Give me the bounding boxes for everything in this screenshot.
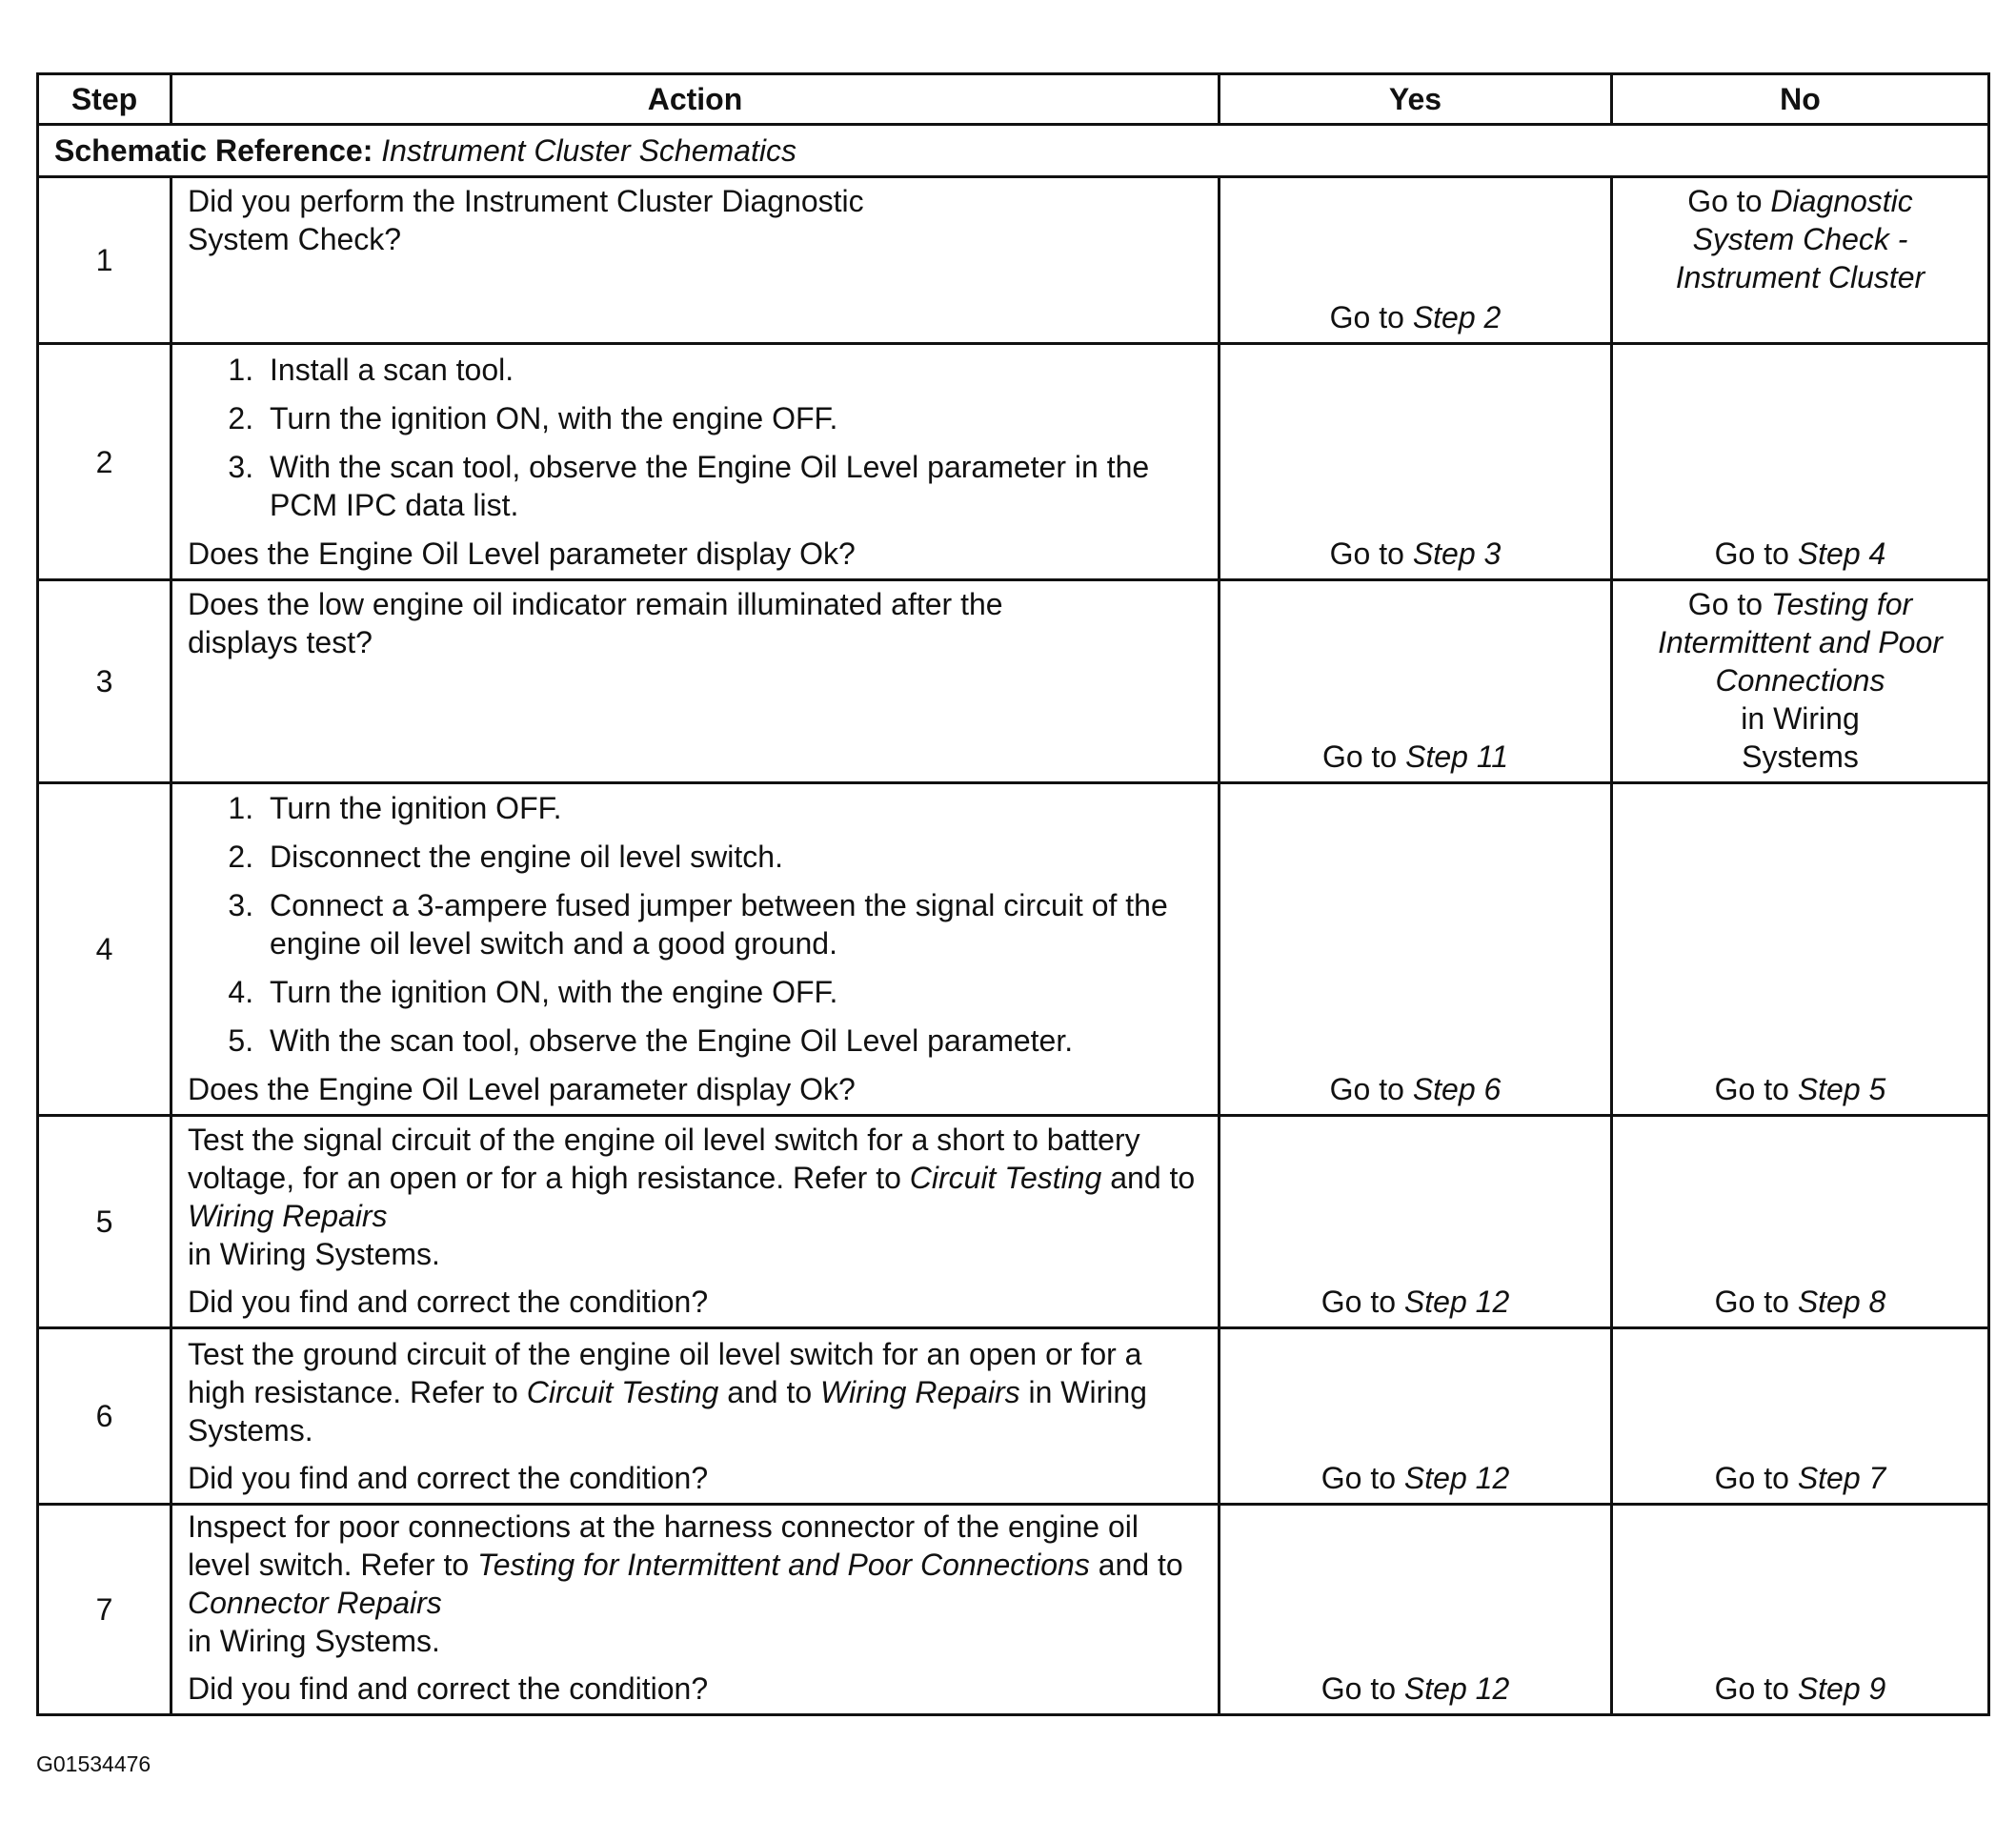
- no-cell: [1612, 344, 1989, 580]
- no-cell: [1612, 1116, 1989, 1328]
- no-cell: [1612, 580, 1989, 783]
- action-cell: [171, 783, 1220, 1116]
- schematic-reference: [38, 125, 1989, 177]
- action-cell: [171, 344, 1220, 580]
- action-question: Did you find and correct the condition?: [188, 1285, 709, 1319]
- action-text: Inspect for poor connections at the harness connector of the engine oil level switch. Refer to Testing for Intermittent and Poor Connections and to Connector Repairs in Wiring Systems.: [188, 1509, 1183, 1658]
- no-link[interactable]: Go to Step 5: [1714, 1072, 1886, 1106]
- yes-cell: [1220, 783, 1612, 1116]
- figure-id: G01534476: [36, 1751, 151, 1776]
- header-no: No: [1612, 74, 1989, 125]
- action-cell: [171, 1328, 1220, 1505]
- step-number: 3: [38, 580, 171, 783]
- action-cell: [171, 177, 1220, 344]
- table-row: [38, 344, 1989, 580]
- table-row: [38, 1116, 1989, 1328]
- table-row: [38, 1505, 1989, 1715]
- step-number: 7: [38, 1505, 171, 1715]
- header-step: Step: [38, 74, 171, 125]
- list-item: 1. Turn the ignition OFF.: [262, 789, 1202, 827]
- list-item: 2. Turn the ignition ON, with the engine OFF.: [262, 399, 1202, 437]
- action-text: Did you perform the Instrument Cluster Diagnostic System Check?: [188, 184, 864, 256]
- no-link[interactable]: Go to Step 7: [1714, 1461, 1886, 1495]
- yes-link[interactable]: Go to Step 12: [1320, 1285, 1510, 1319]
- action-text: Test the ground circuit of the engine oil level switch for an open or for a high resistance. Refer to Circuit Testing and to Wiring Repairs in Wiring Systems.: [188, 1337, 1147, 1447]
- yes-link[interactable]: Go to Step 11: [1321, 739, 1509, 774]
- yes-link[interactable]: Go to Step 12: [1320, 1671, 1510, 1706]
- yes-cell: [1220, 1328, 1612, 1505]
- yes-link[interactable]: Go to Step 12: [1320, 1461, 1510, 1495]
- yes-link[interactable]: Go to Step 3: [1329, 536, 1502, 571]
- action-list: [188, 351, 1202, 524]
- action-cell: [171, 1116, 1220, 1328]
- yes-cell: [1220, 1116, 1612, 1328]
- connector-repairs-link[interactable]: Connector Repairs: [188, 1586, 442, 1620]
- circuit-testing-link[interactable]: Circuit Testing: [526, 1375, 719, 1409]
- action-question: Does the Engine Oil Level parameter display Ok?: [188, 536, 856, 571]
- step-number: 5: [38, 1116, 171, 1328]
- action-text: Does the low engine oil indicator remain illuminated after the displays test?: [188, 587, 1003, 659]
- header-row: [38, 74, 1989, 125]
- yes-cell: [1220, 1505, 1612, 1715]
- action-list: [188, 789, 1202, 1060]
- yes-link[interactable]: Go to Step 2: [1329, 300, 1502, 334]
- wiring-repairs-link[interactable]: Wiring Repairs: [188, 1199, 388, 1233]
- action-cell: [171, 1505, 1220, 1715]
- no-link[interactable]: Go to Step 4: [1714, 536, 1886, 571]
- table-row: [38, 783, 1989, 1116]
- yes-cell: [1220, 344, 1612, 580]
- action-question: Does the Engine Oil Level parameter display Ok?: [188, 1072, 856, 1106]
- no-link[interactable]: Go to Testing for Intermittent and Poor Connections in Wiring Systems: [1658, 587, 1943, 774]
- no-link[interactable]: Go to Step 9: [1714, 1671, 1886, 1706]
- table-row: [38, 580, 1989, 783]
- no-link[interactable]: Go to Diagnostic System Check - Instrument Cluster: [1675, 184, 1925, 294]
- list-item: 1. Install a scan tool.: [262, 351, 1202, 389]
- action-text: Test the signal circuit of the engine oil level switch for a short to battery voltage, for an open or for a high resistance. Refer to Circuit Testing and to Wiring Repairs in Wiring Systems.: [188, 1123, 1196, 1271]
- no-cell: [1612, 783, 1989, 1116]
- no-cell: [1612, 1328, 1989, 1505]
- action-question: Did you find and correct the condition?: [188, 1671, 709, 1706]
- header-action: Action: [171, 74, 1220, 125]
- action-cell: [171, 580, 1220, 783]
- header-yes: Yes: [1220, 74, 1612, 125]
- step-number: 1: [38, 177, 171, 344]
- no-link[interactable]: Go to Step 8: [1714, 1285, 1886, 1319]
- yes-cell: [1220, 580, 1612, 783]
- schematic-label: Schematic Reference:: [54, 133, 373, 168]
- action-question: Did you find and correct the condition?: [188, 1461, 709, 1495]
- no-cell: [1612, 177, 1989, 344]
- step-number: 4: [38, 783, 171, 1116]
- yes-cell: [1220, 177, 1612, 344]
- table-row: [38, 1328, 1989, 1505]
- diagnostic-table: [36, 72, 1990, 1716]
- schematic-row: [38, 125, 1989, 177]
- testing-intermittent-link[interactable]: Testing for Intermittent and Poor Connections: [477, 1548, 1090, 1582]
- list-item: 4. Turn the ignition ON, with the engine OFF.: [262, 973, 1202, 1011]
- schematic-link[interactable]: Instrument Cluster Schematics: [381, 133, 796, 168]
- list-item: 3. Connect a 3-ampere fused jumper between the signal circuit of the engine oil level switch and a good ground.: [262, 886, 1202, 962]
- step-number: 2: [38, 344, 171, 580]
- no-cell: [1612, 1505, 1989, 1715]
- step-number: 6: [38, 1328, 171, 1505]
- list-item: 5. With the scan tool, observe the Engine Oil Level parameter.: [262, 1022, 1202, 1060]
- list-item: 3. With the scan tool, observe the Engine Oil Level parameter in the PCM IPC data list.: [262, 448, 1202, 524]
- wiring-repairs-link[interactable]: Wiring Repairs: [820, 1375, 1020, 1409]
- table-row: [38, 177, 1989, 344]
- circuit-testing-link[interactable]: Circuit Testing: [909, 1161, 1102, 1195]
- list-item: 2. Disconnect the engine oil level switch.: [262, 838, 1202, 876]
- yes-link[interactable]: Go to Step 6: [1329, 1072, 1502, 1106]
